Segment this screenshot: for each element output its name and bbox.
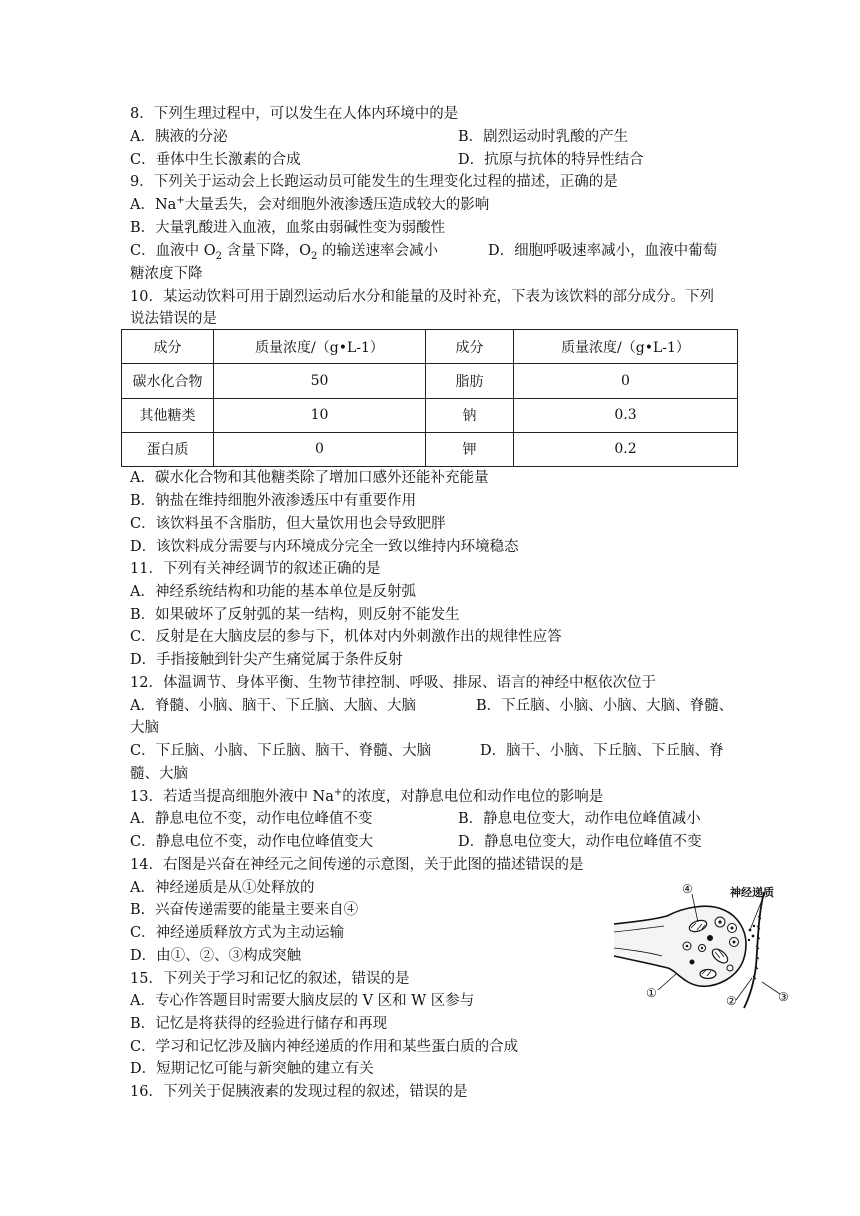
table-cell: 0.3 <box>514 398 738 432</box>
q11-option-b: B．如果破坏了反射弧的某一结构，则反射不能发生 <box>130 607 460 623</box>
figure-label-transmitter: 神经递质 <box>730 886 774 899</box>
q9-option-a: A．Na+大量丢失，会对细胞外液渗透压造成较大的影响 <box>130 195 490 213</box>
table-cell: 0.2 <box>514 432 738 466</box>
table-row <box>122 432 738 466</box>
q10-option-a: A．碳水化合物和其他糖类除了增加口感外还能补充能量 <box>130 470 489 486</box>
q9-option-b: B．大量乳酸进入血液，血浆由弱碱性变为弱酸性 <box>130 220 446 236</box>
q15-option-c: C．学习和记忆涉及脑内神经递质的作用和某些蛋白质的合成 <box>130 1039 519 1055</box>
q16-stem: 16．下列关于促胰液素的发现过程的叙述，错误的是 <box>130 1084 468 1100</box>
q12-option-c: C．下丘脑、小脑、下丘脑、脑干、脊髓、大脑 <box>130 743 432 759</box>
table-cell: 钾 <box>426 432 514 466</box>
q11-option-a: A．神经系统结构和功能的基本单位是反射弧 <box>130 584 416 600</box>
figure-label-1: ① <box>646 986 657 1000</box>
q10-stem-line1: 10．某运动饮料可用于剧烈运动后水分和能量的及时补充，下表为该饮料的部分成分。下列 <box>130 289 714 305</box>
q14-option-b: B．兴奋传递需要的能量主要来自④ <box>130 902 359 918</box>
table-cell: 50 <box>214 364 426 398</box>
q11-stem: 11．下列有关神经调节的叙述正确的是 <box>130 561 381 577</box>
q8-option-c: C．垂体中生长激素的合成 <box>130 152 301 168</box>
q15-option-b: B．记忆是将获得的经验进行储存和再现 <box>130 1016 388 1032</box>
composition-table <box>121 329 738 467</box>
table-cell: 蛋白质 <box>122 432 214 466</box>
table-cell: 脂肪 <box>426 364 514 398</box>
table-cell: 钠 <box>426 398 514 432</box>
q9-option-d-continued: 糖浓度下降 <box>130 266 203 282</box>
table-cell: 碳水化合物 <box>122 364 214 398</box>
q15-option-d: D．短期记忆可能与新突触的建立有关 <box>130 1061 374 1077</box>
q10-option-c: C．该饮料虽不含脂肪，但大量饮用也会导致肥胖 <box>130 516 446 532</box>
table-cell: 0 <box>214 432 426 466</box>
q13-option-a: A．静息电位不变，动作电位峰值不变 <box>130 811 373 827</box>
q8-option-b: B．剧烈运动时乳酸的产生 <box>458 129 629 145</box>
table-header-cell: 质量浓度/（g•L-1） <box>214 330 426 364</box>
q14-option-c: C．神经递质释放方式为主动运输 <box>130 925 345 941</box>
q12-option-d-continued: 髓、大脑 <box>130 766 188 782</box>
table-header-cell: 成分 <box>122 330 214 364</box>
table-row <box>122 364 738 398</box>
table-header-row <box>122 330 738 364</box>
table-cell: 其他糖类 <box>122 398 214 432</box>
table-header-cell: 质量浓度/（g•L-1） <box>514 330 738 364</box>
q9-option-c: C．血液中 $O_2$ 含量下降，$O_2$ 的输送速率会减小 <box>130 243 438 262</box>
figure-label-4: ④ <box>682 882 693 896</box>
table-row <box>122 398 738 432</box>
synapse-diagram <box>612 882 796 1010</box>
q8-option-a: A．胰液的分泌 <box>130 129 228 145</box>
q15-stem: 15．下列关于学习和记忆的叙述，错误的是 <box>130 971 410 987</box>
q13-option-c: C．静息电位不变，动作电位峰值变大 <box>130 834 374 850</box>
q11-option-c: C．反射是在大脑皮层的参与下，机体对内外刺激作出的规律性应答 <box>130 629 562 645</box>
table-cell: 0 <box>514 364 738 398</box>
q13-option-d: D．静息电位变大，动作电位峰值不变 <box>458 834 702 850</box>
q13-stem: 13．若适当提高细胞外液中 Na+的浓度，对静息电位和动作电位的影响是 <box>130 787 604 805</box>
q14-stem: 14．右图是兴奋在神经元之间传递的示意图，关于此图的描述错误的是 <box>130 857 584 873</box>
q10-option-b: B．钠盐在维持细胞外液渗透压中有重要作用 <box>130 493 417 509</box>
q10-stem-line2: 说法错误的是 <box>130 311 217 327</box>
q9-stem: 9．下列关于运动会上长跑运动员可能发生的生理变化过程的描述，正确的是 <box>130 174 618 190</box>
q12-stem: 12．体温调节、身体平衡、生物节律控制、呼吸、排尿、语言的神经中枢依次位于 <box>130 675 656 691</box>
table-cell: 10 <box>214 398 426 432</box>
q12-option-d: D．脑干、小脑、下丘脑、下丘脑、脊 <box>480 743 724 759</box>
table-header-cell: 成分 <box>426 330 514 364</box>
q13-option-b: B．静息电位变大，动作电位峰值减小 <box>458 811 701 827</box>
q15-option-a: A．专心作答题目时需要大脑皮层的 V 区和 W 区参与 <box>130 993 475 1009</box>
q12-option-b-continued: 大脑 <box>130 720 159 736</box>
figure-label-3: ③ <box>778 990 789 1004</box>
q9-option-d: D．细胞呼吸速率减小，血液中葡萄 <box>488 243 718 259</box>
q10-option-d: D．该饮料成分需要与内环境成分完全一致以维持内环境稳态 <box>130 539 519 555</box>
q12-option-a: A．脊髓、小脑、脑干、下丘脑、大脑、大脑 <box>130 698 416 714</box>
q14-option-a: A．神经递质是从①处释放的 <box>130 880 315 896</box>
q8-stem: 8．下列生理过程中，可以发生在人体内环境中的是 <box>130 106 459 122</box>
q14-option-d: D．由①、②、③构成突触 <box>130 948 302 964</box>
q11-option-d: D．手指接触到针尖产生痛觉属于条件反射 <box>130 652 403 668</box>
q12-option-b: B．下丘脑、小脑、小脑、大脑、脊髓、 <box>476 698 734 714</box>
figure-label-2: ② <box>726 994 737 1008</box>
q8-option-d: D．抗原与抗体的特异性结合 <box>458 152 644 168</box>
